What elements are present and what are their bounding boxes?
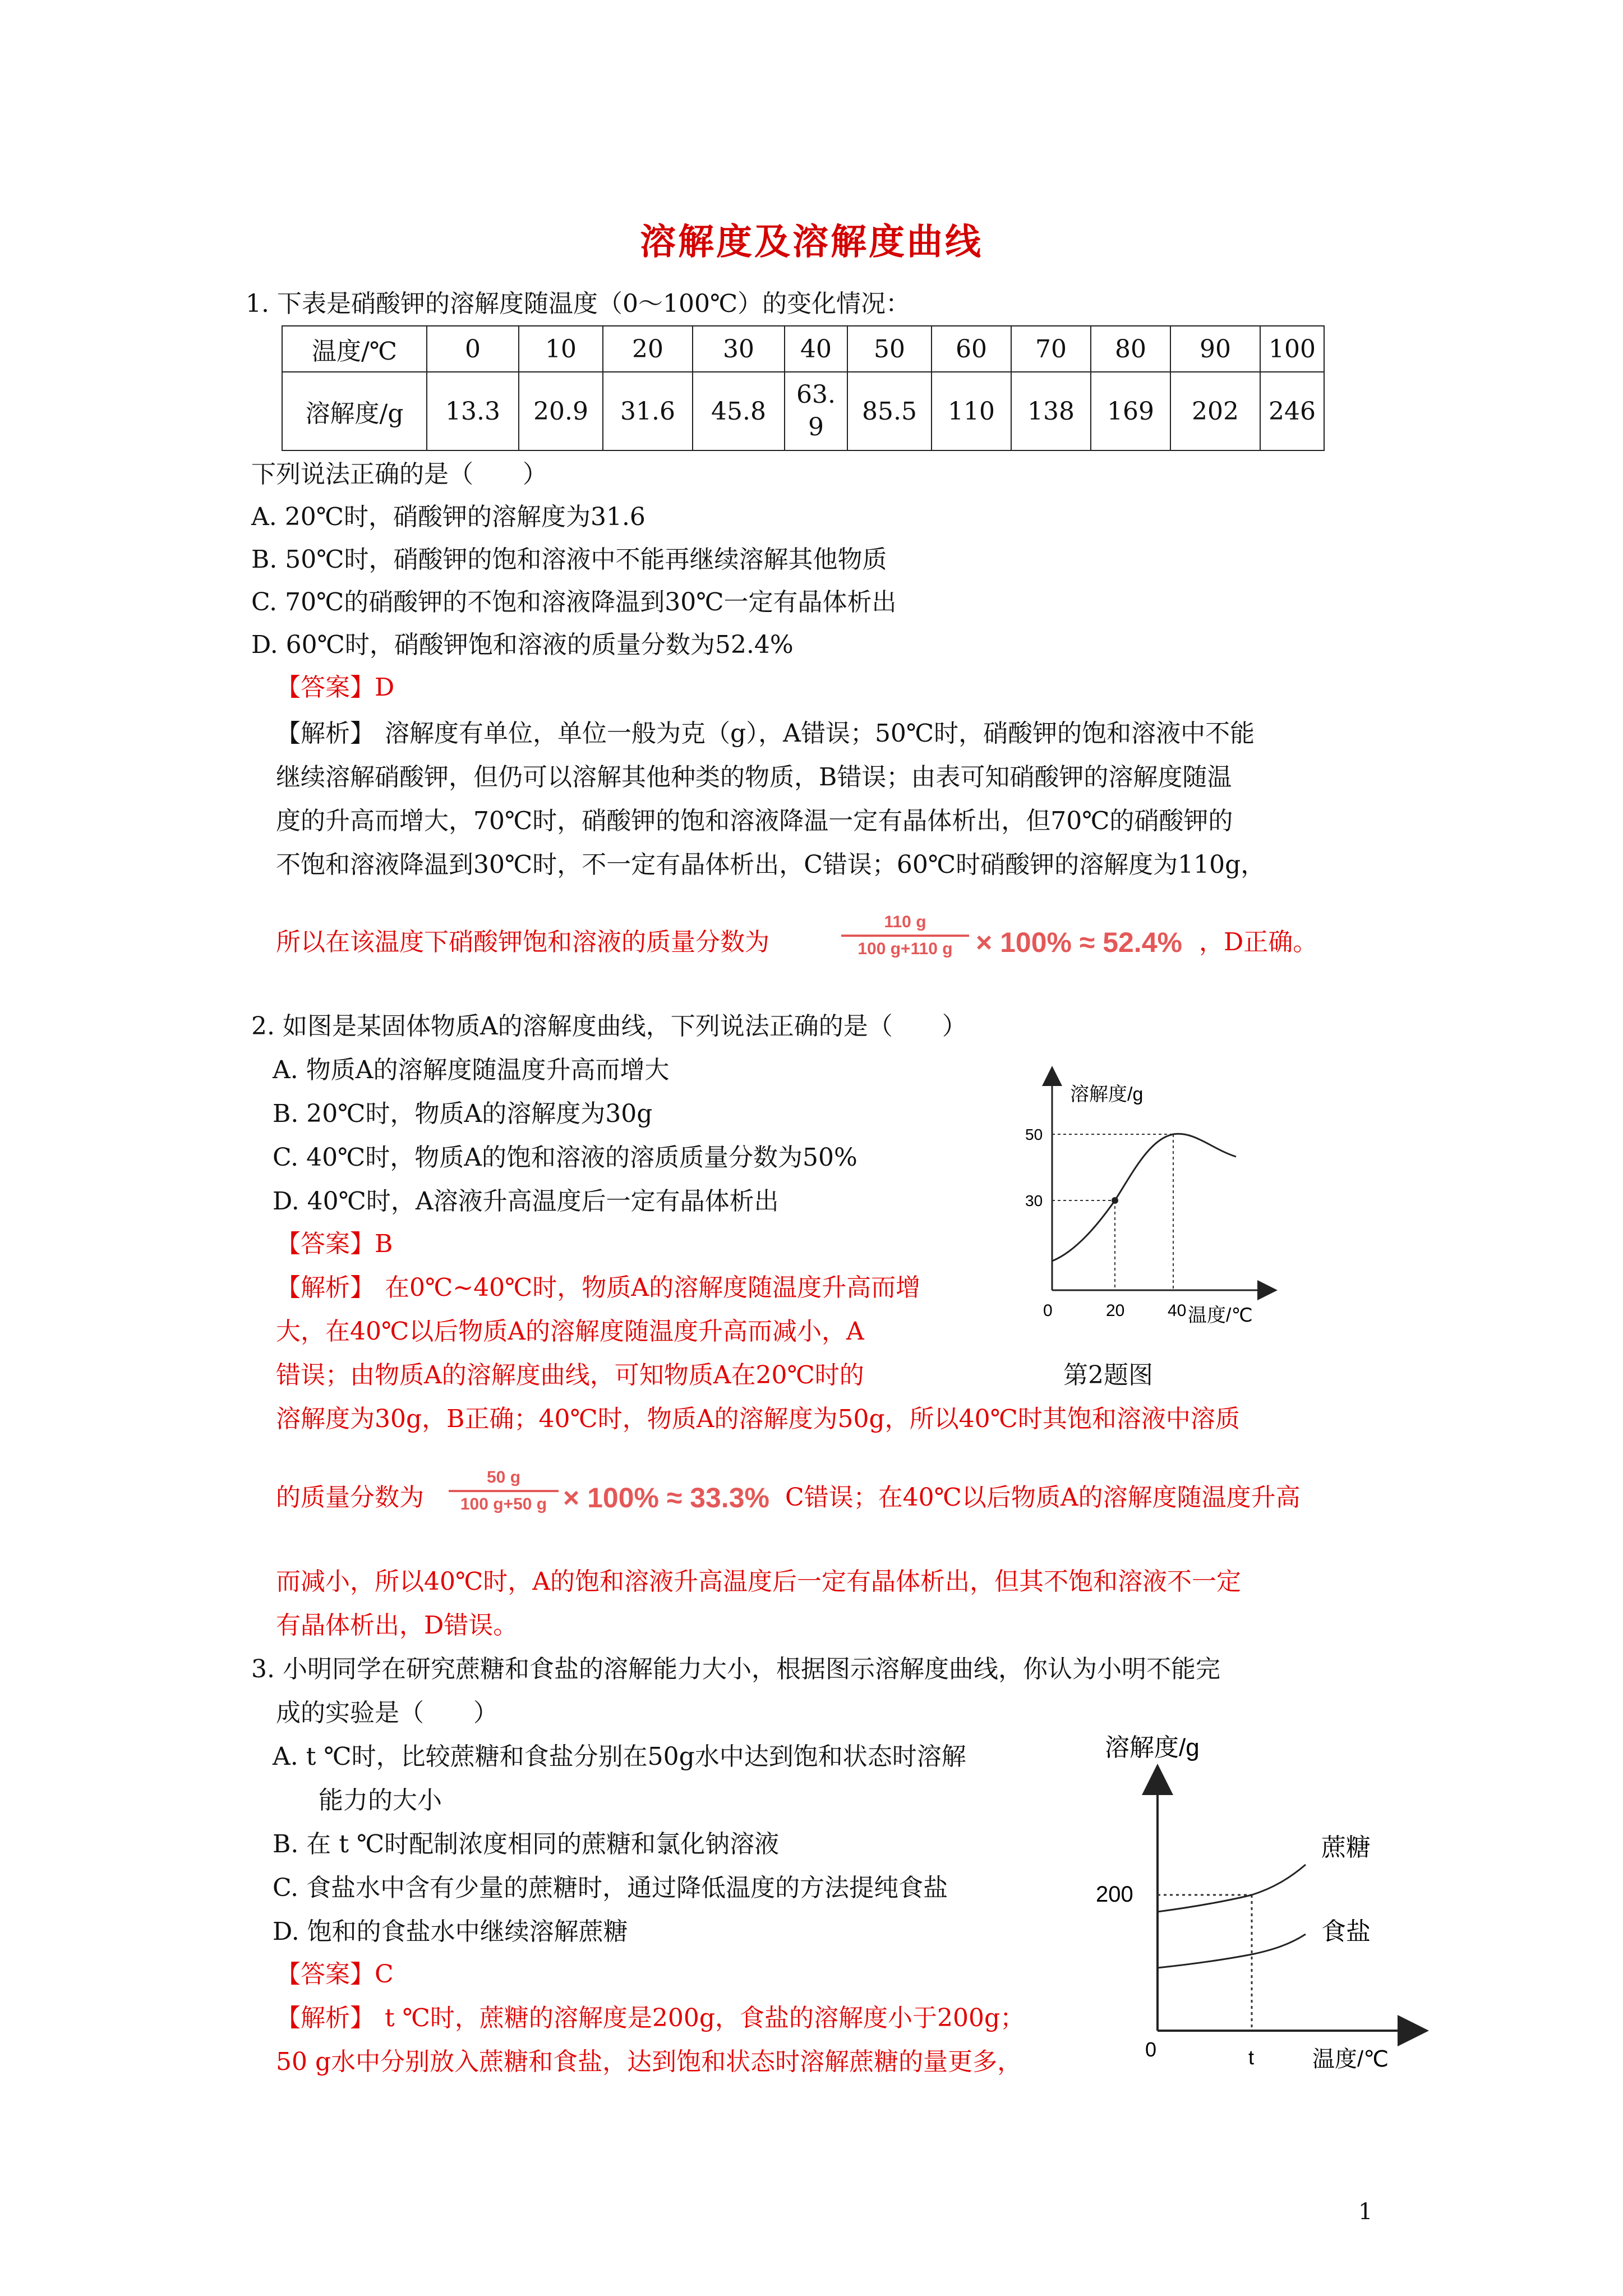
table-cell: 100	[1260, 326, 1324, 372]
q2-answer: 【答案】B	[276, 1230, 393, 1258]
fraction-numerator: 110 g	[884, 913, 926, 931]
q3-stem: 3. 小明同学在研究蔗糖和食盐的溶解能力大小，根据图示溶解度曲线，你认为小明不能完	[251, 1655, 1220, 1683]
series-label-sucrose: 蔗糖	[1321, 1834, 1371, 1861]
fraction-denominator: 100 g+50 g	[460, 1495, 547, 1513]
q1-answer: 【答案】D	[276, 673, 395, 702]
table-cell: 20.9	[519, 372, 603, 450]
table-cell: 45.8	[693, 372, 785, 450]
table-cell: 40	[785, 326, 847, 372]
table-cell: 90	[1170, 326, 1260, 372]
q1-analysis-line: 溶解度有单位，单位一般为克（g），A错误；50℃时，硝酸钾的饱和溶液中不能	[385, 719, 1255, 748]
point-marker	[1112, 1197, 1118, 1204]
q2-option-b: B. 20℃时，物质A的溶解度为30g	[273, 1099, 653, 1128]
y-axis-label: 溶解度/g	[1070, 1084, 1144, 1105]
q2-formula-result: × 100% ≈ 33.3%	[563, 1482, 769, 1513]
q2-figure-caption: 第2题图	[1063, 1361, 1153, 1389]
q2-analysis-tail: 而减小，所以40℃时，A的饱和溶液升高温度后一定有晶体析出，但其不饱和溶液不一定	[276, 1567, 1241, 1596]
q3-option-a: A. t ℃时，比较蔗糖和食盐分别在50g水中达到饱和状态时溶解	[273, 1742, 966, 1771]
q1-formula-prefix: 所以在该温度下硝酸钾饱和溶液的质量分数为	[276, 928, 769, 956]
table-cell: 169	[1091, 372, 1170, 450]
q3-stem: 成的实验是（ ）	[276, 1699, 498, 1727]
table-cell: 70	[1011, 326, 1091, 372]
table-cell-part: 63.	[796, 380, 836, 409]
q1-analysis-line: 度的升高而增大，70℃时，硝酸钾的饱和溶液降温一定有晶体析出，但70℃的硝酸钾的	[276, 807, 1233, 835]
q1-option-a: A. 20℃时，硝酸钾的溶解度为31.6	[251, 503, 645, 531]
q1-analysis-line: 继续溶解硝酸钾，但仍可以溶解其他种类的物质，B错误；由表可知硝酸钾的溶解度随温	[276, 763, 1232, 792]
table-cell	[785, 372, 847, 450]
q2-analysis-line: 在0℃~40℃时，物质A的溶解度随温度升高而增	[385, 1273, 921, 1302]
y-axis-label: 溶解度/g	[1105, 1734, 1200, 1761]
fraction-denominator: 100 g+110 g	[857, 940, 953, 958]
q1-formula-result: × 100% ≈ 52.4%	[976, 927, 1182, 958]
solubility-table	[282, 325, 1325, 451]
q1-stem: 1. 下表是硝酸钾的溶解度随温度（0～100℃）的变化情况：	[246, 289, 911, 318]
y-tick-label: 50	[1025, 1126, 1043, 1143]
q1-option-c: C. 70℃的硝酸钾的不饱和溶液降温到30℃一定有晶体析出	[251, 588, 897, 616]
table-cell: 13.3	[427, 372, 519, 450]
q1-analysis-line: 不饱和溶液降温到30℃时，不一定有晶体析出，C错误；60℃时硝酸钾的溶解度为110g，	[276, 850, 1266, 879]
q2-analysis-label: 【解析】	[276, 1273, 375, 1302]
page-title: 溶解度及溶解度曲线	[640, 221, 983, 263]
q2-analysis-line: 大，在40℃以后物质A的溶解度随温度升高而减小，A	[276, 1317, 864, 1346]
table-cell: 50	[847, 326, 932, 372]
table-cell: 202	[1170, 372, 1260, 450]
q1-analysis-label: 【解析】	[276, 719, 375, 748]
q2-option-d: D. 40℃时，A溶液升高温度后一定有晶体析出	[273, 1187, 779, 1216]
origin-label: 0	[1145, 2038, 1157, 2061]
sucrose-curve	[1158, 1865, 1306, 1912]
x-tick-label: 20	[1106, 1301, 1125, 1320]
q3-answer: 【答案】C	[276, 1960, 394, 1989]
table-cell: 138	[1011, 372, 1091, 450]
table-cell: 31.6	[603, 372, 693, 450]
table-cell: 85.5	[847, 372, 932, 450]
q2-analysis-tail: 有晶体析出，D错误。	[276, 1611, 518, 1640]
q2-option-c: C. 40℃时，物质A的饱和溶液的溶质质量分数为50%	[273, 1143, 857, 1172]
q2-solubility-graph	[1021, 1066, 1290, 1335]
table-row	[282, 326, 1324, 372]
table-cell: 246	[1260, 372, 1324, 450]
x-axis-label: 温度/℃	[1188, 1305, 1253, 1326]
q1-option-d: D. 60℃时，硝酸钾饱和溶液的质量分数为52.4%	[251, 631, 794, 659]
table-header-temp: 温度/℃	[282, 326, 427, 372]
q3-option-b: B. 在 t ℃时配制浓度相同的蔗糖和氯化钠溶液	[273, 1830, 780, 1858]
x-tick-label: 40	[1168, 1301, 1187, 1320]
q3-option-a-cont: 能力的大小	[319, 1786, 442, 1815]
table-cell: 0	[427, 326, 519, 372]
q2-fraction	[449, 1467, 559, 1515]
page-number: 1	[1358, 2199, 1373, 2225]
q3-analysis-line: t ℃时，蔗糖的溶解度是200g，食盐的溶解度小于200g；	[385, 2004, 1025, 2032]
series-label-salt: 食盐	[1321, 1918, 1371, 1945]
table-cell: 80	[1091, 326, 1170, 372]
q1-option-b: B. 50℃时，硝酸钾的饱和溶液中不能再继续溶解其他物质	[251, 545, 887, 574]
q2-analysis-line: 溶解度为30g，B正确；40℃时，物质A的溶解度为50g，所以40℃时其饱和溶液中溶质	[276, 1405, 1240, 1433]
table-cell: 20	[603, 326, 693, 372]
table-header-solubility: 溶解度/g	[282, 372, 427, 450]
q3-option-d: D. 饱和的食盐水中继续溶解蔗糖	[273, 1917, 628, 1946]
q3-solubility-graph	[1094, 1728, 1430, 2081]
origin-label: 0	[1043, 1301, 1053, 1320]
table-cell: 60	[932, 326, 1011, 372]
x-axis-label: 温度/℃	[1312, 2047, 1389, 2072]
x-tick-label: t	[1248, 2046, 1255, 2069]
q3-option-c: C. 食盐水中含有少量的蔗糖时，通过降低温度的方法提纯食盐	[273, 1874, 948, 1902]
solubility-curve	[1052, 1134, 1236, 1261]
table-cell: 110	[932, 372, 1011, 450]
q3-analysis-label: 【解析】	[276, 2004, 375, 2032]
q1-formula-suffix: ，D正确。	[1199, 928, 1318, 956]
table-cell: 30	[693, 326, 785, 372]
q2-option-a: A. 物质A的溶解度随温度升高而增大	[273, 1056, 670, 1084]
fraction-numerator: 50 g	[486, 1468, 521, 1487]
q2-stem: 2. 如图是某固体物质A的溶解度曲线，下列说法正确的是（ ）	[251, 1012, 967, 1041]
q1-fraction	[841, 912, 969, 959]
table-cell: 10	[519, 326, 603, 372]
q2-formula-prefix: 的质量分数为	[276, 1483, 424, 1512]
y-tick-label: 30	[1025, 1192, 1043, 1209]
table-row	[282, 372, 1324, 450]
salt-curve	[1158, 1934, 1306, 1968]
q2-formula-suffix: C错误；在40℃以后物质A的溶解度随温度升高	[785, 1483, 1301, 1512]
table-cell-part: 9	[808, 413, 824, 441]
q1-question: 下列说法正确的是（ ）	[251, 460, 547, 489]
q2-analysis-line: 错误；由物质A的溶解度曲线，可知物质A在20℃时的	[276, 1361, 864, 1389]
q3-analysis-line: 50 g水中分别放入蔗糖和食盐，达到饱和状态时溶解蔗糖的量更多，	[276, 2047, 1022, 2076]
y-tick-label: 200	[1096, 1882, 1133, 1907]
